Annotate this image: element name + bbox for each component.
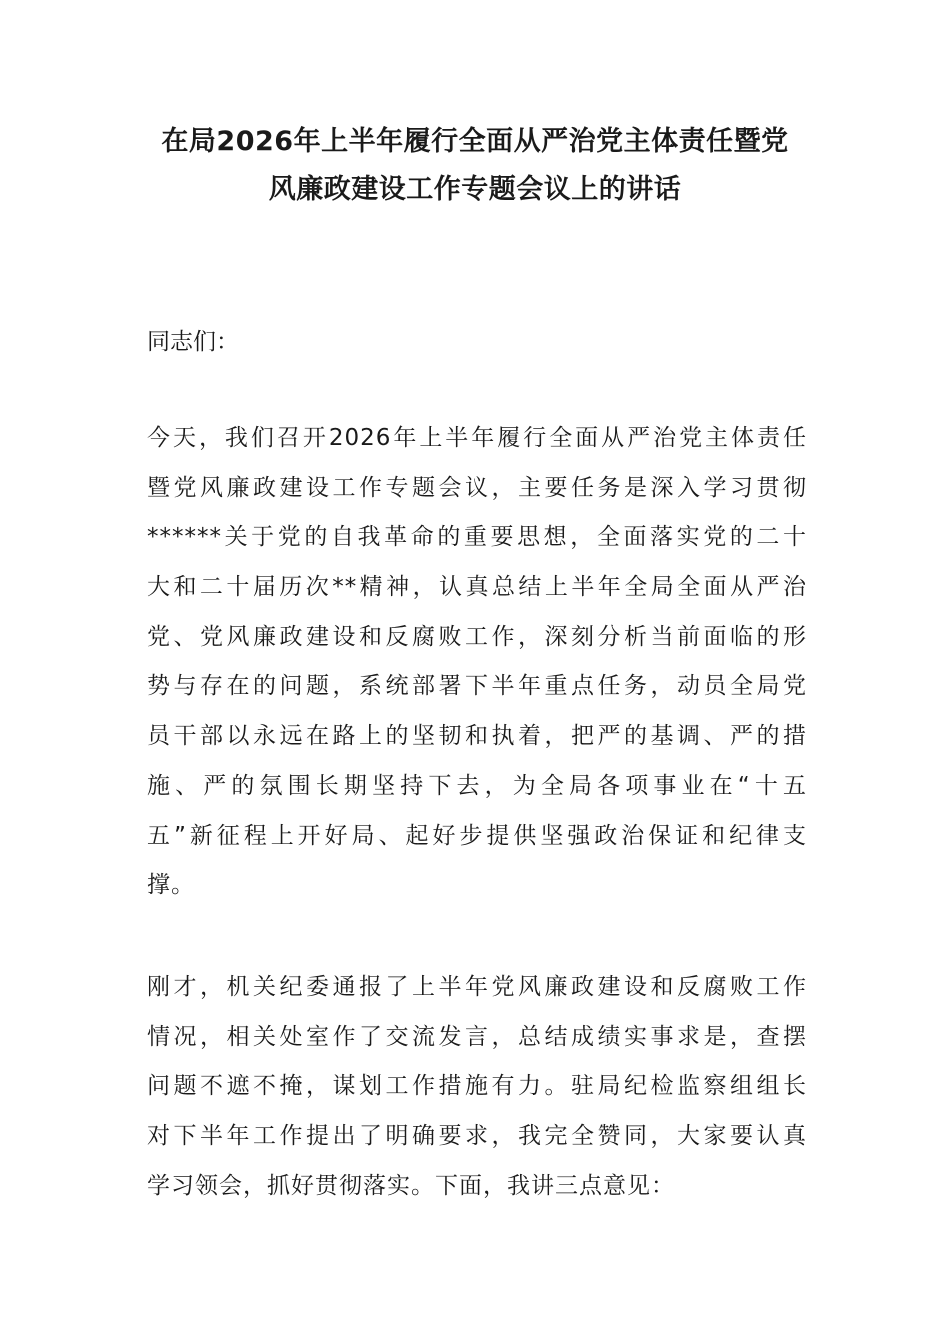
paragraph-line: 暨党风廉政建设工作专题会议，主要任务是深入学习贯彻 xyxy=(147,474,807,501)
paragraph-line: 刚才，机关纪委通报了上半年党风廉政建设和反腐败工作 xyxy=(147,974,807,1000)
document-title xyxy=(130,118,820,214)
paragraph-line: 大和二十届历次**精神，认真总结上半年全局全面从严治 xyxy=(147,574,807,601)
paragraph-line: 学习领会，抓好贯彻落实。下面，我讲三点意见： xyxy=(147,1172,675,1199)
paragraph-line: 施、严的氛围长期坚持下去，为全局各项事业在“十五 xyxy=(147,772,807,799)
paragraph-line: 员干部以永远在路上的坚韧和执着，把严的基调、严的措 xyxy=(147,723,807,750)
paragraph-opening xyxy=(147,414,807,911)
paragraph-line: 五”新征程上开好局、起好步提供坚强政治保证和纪律支 xyxy=(147,822,807,849)
title-line: 在局2026年上半年履行全面从严治党主体责任暨党 xyxy=(161,126,789,157)
paragraph-line: ******关于党的自我革命的重要思想，全面落实党的二十 xyxy=(147,524,807,551)
paragraph-line: 情况，相关处室作了交流发言，总结成绩实事求是，查摆 xyxy=(147,1023,807,1050)
title-line: 风廉政建设工作专题会议上的讲话 xyxy=(268,174,682,205)
paragraph-line: 势与存在的问题，系统部署下半年重点任务，动员全局党 xyxy=(147,673,807,700)
paragraph-line: 对下半年工作提出了明确要求，我完全赞同，大家要认真 xyxy=(147,1123,807,1150)
paragraph-line: 今天，我们召开2026年上半年履行全面从严治党主体责任 xyxy=(147,425,807,451)
paragraph-review xyxy=(147,963,807,1211)
salutation: 同志们： xyxy=(147,329,239,355)
paragraph-line: 撑。 xyxy=(147,872,195,899)
paragraph-line: 问题不遮不掩，谋划工作措施有力。驻局纪检监察组组长 xyxy=(147,1073,807,1100)
paragraph-line: 党、党风廉政建设和反腐败工作，深刻分析当前面临的形 xyxy=(147,623,807,650)
